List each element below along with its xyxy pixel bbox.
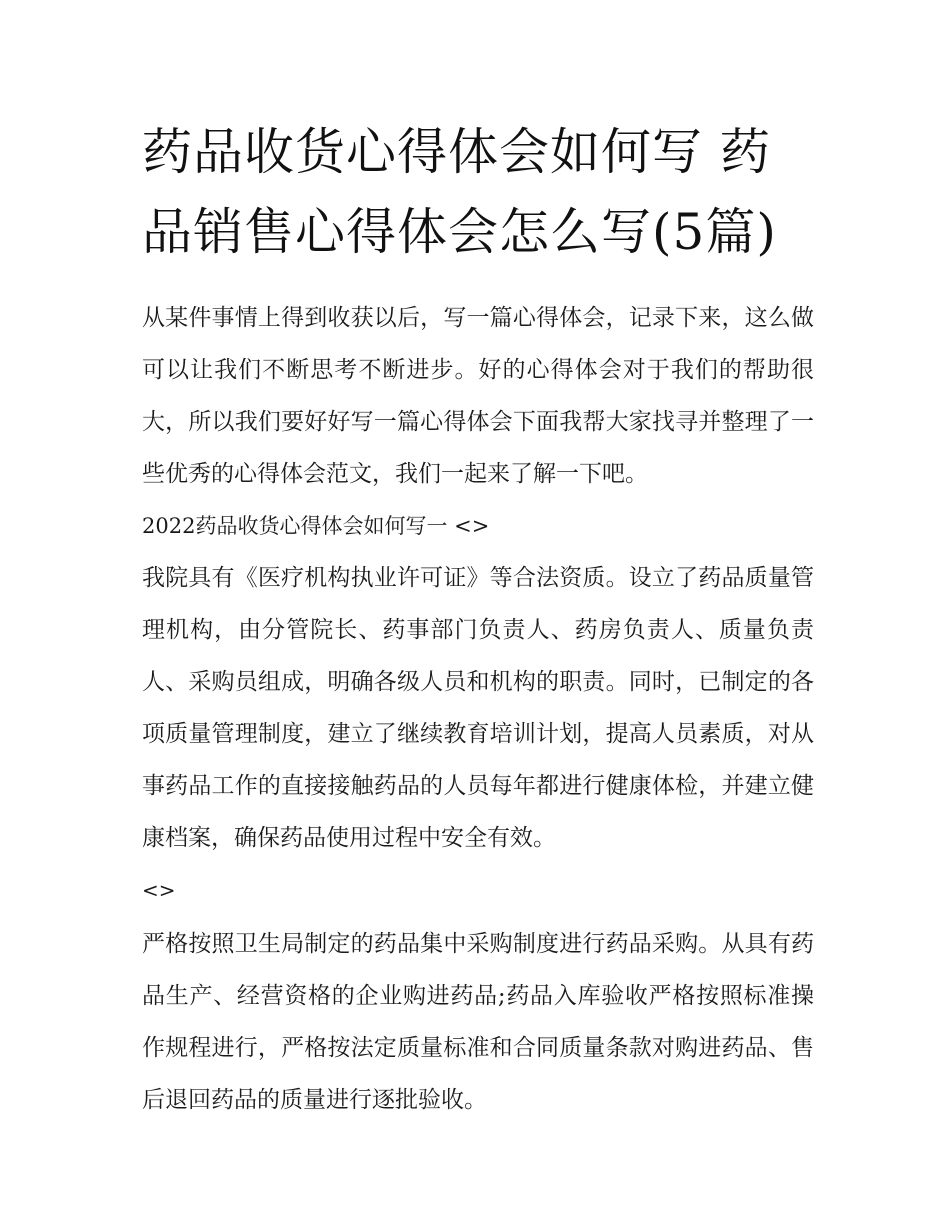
body-paragraph-2: 严格按照卫生局制定的药品集中采购制度进行药品采购。从具有药品生产、经营资格的企业购进药品;药品入库验收严格按照标准操作规程进行，严格按法定质量标准和合同质量条款对购进药品、售后退回药品的质量进行逐批验收。 xyxy=(142,931,814,1113)
document-page xyxy=(142,112,814,1126)
document-title: 药品收货心得体会如何写 药品销售心得体会怎么写(5篇) xyxy=(142,123,777,261)
intro-paragraph: 从某件事情上得到收获以后，写一篇心得体会，记录下来，这么做可以让我们不断思考不断进步。好的心得体会对于我们的帮助很大，所以我们要好好写一篇心得体会下面我帮大家找寻并整理了一些优秀的心得体会范文，我们一起来了解一下吧。 xyxy=(142,305,814,487)
body-paragraph-1: 我院具有《医疗机构执业许可证》等合法资质。设立了药品质量管理机构，由分管院长、药事部门负责人、药房负责人、质量负责人、采购员组成，明确各级人员和机构的职责。同时，已制定的各项质量管理制度，建立了继续教育培训计划，提高人员素质，对从事药品工作的直接接触药品的人员每年都进行健康体检，并建立健康档案，确保药品使用过程中安全有效。 xyxy=(142,565,814,851)
separator-marker: <> xyxy=(142,878,176,902)
section-heading: 2022药品收货心得体会如何写一 <> xyxy=(142,514,490,538)
